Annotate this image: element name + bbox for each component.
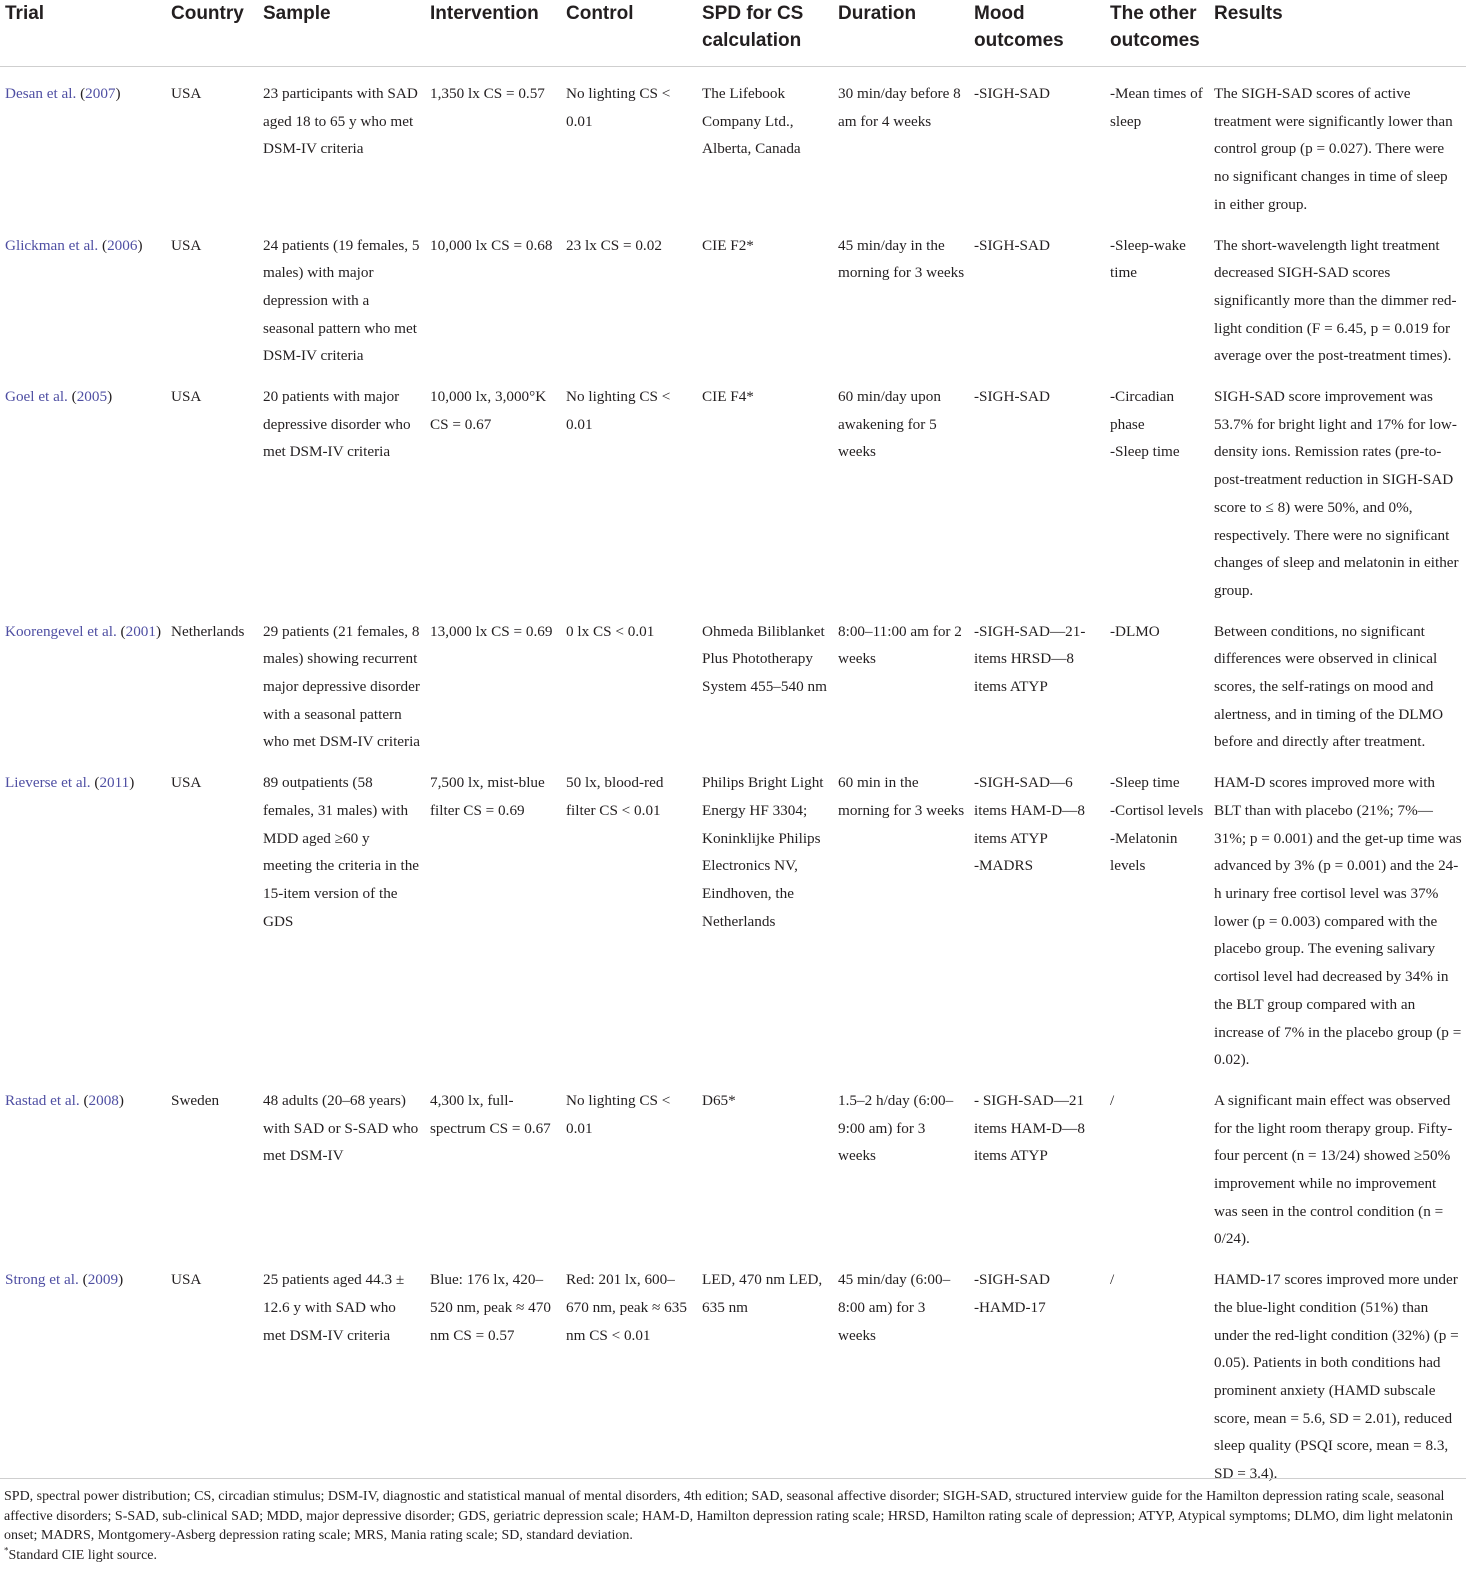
spd-cell: CIE F2*: [702, 236, 754, 254]
other-outcomes-cell: [1105, 1074, 1209, 1253]
intervention-cell: 4,300 lx, full-spectrum CS = 0.67: [430, 1091, 551, 1137]
column-header-intervention: Intervention: [425, 0, 561, 67]
results-cell: A significant main effect was observed for the light room therapy group. Fifty-four percent (n = 13/24) showed ≥50% improvement while no improvement was seen in the control condition (n = 0/24).: [1214, 1091, 1453, 1248]
duration-cell: 45 min/day (6:00–8:00 am) for 3 weeks: [838, 1271, 951, 1344]
intervention-cell: 1,350 lx CS = 0.57: [430, 85, 545, 102]
other-outcomes-cell: [1105, 756, 1209, 1074]
other-outcome-line: -Sleep-wake time: [1110, 236, 1186, 282]
citation-paren-open: (: [78, 1271, 88, 1289]
other-outcome-line: -Circadian phase: [1110, 388, 1175, 433]
trial-cell: [0, 67, 166, 219]
mood-outcomes-cell: [969, 370, 1105, 605]
citation-paren-close: ): [118, 1271, 124, 1289]
trial-author-link[interactable]: Koorengevel et al.: [5, 622, 117, 640]
other-outcomes-cell: [1105, 370, 1209, 605]
other-outcome-line: /: [1110, 1271, 1115, 1289]
footnote-text: Standard CIE light source.: [8, 1547, 158, 1563]
citation-paren-close: ): [118, 1091, 124, 1109]
other-outcomes-cell: [1105, 219, 1209, 371]
results-cell: SIGH-SAD score improvement was 53.7% for bright light and 17% for low-density ions. Remission rates (pre-to-post-treatment reduction in SIGH-SAD score to ≤ 8) were 50%, and 0%, respectively. There were no significant changes of sleep and melatonin in either group.: [1214, 388, 1459, 599]
column-header-duration: Duration: [833, 0, 969, 67]
mood-outcome-line: - SIGH-SAD—21 items HAM-D—8 items ATYP: [974, 1091, 1085, 1165]
control-cell: 23 lx CS = 0.02: [566, 236, 662, 254]
table-footnote: [4, 1487, 1466, 1565]
trial-year-link[interactable]: 2009: [87, 1271, 119, 1289]
spd-cell: Ohmeda Biliblanket Plus Phototherapy System 455–540 nm: [702, 622, 827, 696]
control-cell: No lighting CS < 0.01: [566, 388, 671, 433]
standard-source-note: [4, 1546, 1466, 1566]
other-outcome-line: -Sleep time: [1110, 443, 1180, 461]
country-cell: Sweden: [171, 1091, 220, 1109]
spd-cell: Philips Bright Light Energy HF 3304; Koninklijke Philips Electronics NV, Eindhoven, the Netherlands: [702, 774, 824, 930]
duration-cell: 30 min/day before 8 am for 4 weeks: [838, 85, 961, 130]
mood-outcome-line: -HAMD-17: [974, 1298, 1046, 1316]
table-row: [0, 756, 1466, 1074]
intervention-cell: 10,000 lx, 3,000°K CS = 0.67: [430, 388, 547, 433]
column-header-other-outcomes: The other outcomes: [1105, 0, 1209, 67]
trial-author-link[interactable]: Glickman et al.: [5, 236, 99, 254]
duration-cell: 1.5–2 h/day (6:00–9:00 am) for 3 weeks: [838, 1091, 954, 1165]
duration-cell: 45 min/day in the morning for 3 weeks: [838, 236, 965, 282]
citation-paren-close: ): [107, 388, 113, 406]
duration-cell: 60 min/day upon awakening for 5 weeks: [838, 388, 941, 461]
control-cell: No lighting CS < 0.01: [566, 1091, 671, 1137]
trial-year-link[interactable]: 2006: [107, 236, 138, 254]
mood-outcomes-cell: [969, 1074, 1105, 1253]
control-cell: No lighting CS < 0.01: [566, 85, 671, 130]
citation-paren-open: (: [98, 236, 108, 254]
duration-cell: 8:00–11:00 am for 2 weeks: [838, 622, 962, 668]
trial-author-link[interactable]: Desan et al.: [5, 85, 77, 102]
other-outcome-line: -Sleep time: [1110, 774, 1180, 792]
trial-author-link[interactable]: Strong et al.: [5, 1271, 79, 1289]
intervention-cell: 7,500 lx, mist-blue filter CS = 0.69: [430, 774, 545, 819]
other-outcome-line: -Melatonin levels: [1110, 829, 1178, 875]
mood-outcome-line: -SIGH-SAD: [974, 236, 1050, 254]
citation-paren-open: (: [116, 622, 126, 640]
sample-cell: 48 adults (20–68 years) with SAD or S-SAD who met DSM-IV: [263, 1091, 419, 1165]
citation-paren-open: (: [76, 85, 86, 102]
spd-cell: D65*: [702, 1091, 736, 1109]
column-header-country: Country: [166, 0, 258, 67]
trial-author-link[interactable]: Rastad et al.: [5, 1091, 80, 1109]
trial-cell: [0, 1253, 166, 1488]
column-header-spd: SPD for CS calculation: [697, 0, 833, 67]
table-row: [0, 67, 1466, 219]
footnote-divider: [0, 1478, 1466, 1479]
country-cell: USA: [171, 388, 202, 406]
table-row: [0, 370, 1466, 605]
intervention-cell: 10,000 lx CS = 0.68: [430, 236, 553, 254]
mood-outcome-line: -MADRS: [974, 857, 1034, 875]
other-outcomes-cell: [1105, 67, 1209, 219]
citation-paren-close: ): [155, 622, 162, 640]
trial-year-link[interactable]: 2007: [85, 85, 116, 102]
country-cell: USA: [171, 1271, 202, 1289]
trial-author-link[interactable]: Lieverse et al.: [5, 774, 91, 792]
results-cell: Between conditions, no significant differences were observed in clinical scores, the self-ratings on mood and alertness, and in timing of the DLMO before and directly after treatment.: [1214, 622, 1444, 751]
mood-outcomes-cell: [969, 605, 1105, 757]
mood-outcome-line: -SIGH-SAD—21-items HRSD—8 items ATYP: [974, 622, 1086, 696]
other-outcome-line: -Cortisol levels: [1110, 801, 1204, 819]
trial-cell: [0, 219, 166, 371]
trial-cell: [0, 605, 166, 757]
results-cell: HAM-D scores improved more with BLT than with placebo (21%; 7%—31%; p = 0.001) and the get-up time was advanced by 3% (p = 0.001) and the 24-h urinary free cortisol level was 37% lower (p = 0.003) compared with the placebo group. The evening salivary cortisol level had decreased by 34% in the BLT group compared with an increase of 7% in the placebo group (p = 0.02).: [1214, 774, 1462, 1069]
country-cell: USA: [171, 236, 202, 254]
country-cell: USA: [171, 774, 202, 792]
citation-paren-close: ): [115, 85, 121, 102]
trial-cell: [0, 1074, 166, 1253]
table-body: [0, 67, 1466, 1488]
trial-year-link[interactable]: 2001: [125, 622, 156, 640]
mood-outcomes-cell: [969, 756, 1105, 1074]
column-header-trial: Trial: [0, 0, 166, 67]
trial-cell: [0, 370, 166, 605]
intervention-cell: Blue: 176 lx, 420–520 nm, peak ≈ 470 nm CS = 0.57: [430, 1271, 551, 1344]
trial-author-link[interactable]: Goel et al.: [5, 388, 68, 406]
results-cell: HAMD-17 scores improved more under the blue-light condition (51%) than under the red-light condition (32%) (p = 0.05). Patients in both conditions had prominent anxiety (HAMD subscale score, mean = 5.6, SD = 2.01), reduced sleep quality (PSQI score, mean = 8.3, SD = 3.4).: [1214, 1271, 1459, 1483]
sample-cell: 24 patients (19 females, 5 males) with major depression with a seasonal pattern who met DSM-IV criteria: [263, 236, 420, 365]
results-cell: The short-wavelength light treatment decreased SIGH-SAD scores significantly more than the dimmer red-light condition (F = 6.45, p = 0.019 for average over the post-treatment times).: [1214, 236, 1457, 365]
header-row: [0, 0, 1466, 67]
control-cell: 50 lx, blood-red filter CS < 0.01: [566, 774, 664, 819]
trial-cell: [0, 756, 166, 1074]
mood-outcomes-cell: [969, 1253, 1105, 1488]
other-outcomes-cell: [1105, 1253, 1209, 1488]
table-row: [0, 1074, 1466, 1253]
sample-cell: 29 patients (21 females, 8 males) showing recurrent major depressive disorder with a seasonal pattern who met DSM-IV criteria: [263, 622, 421, 751]
other-outcome-line: -Mean times of sleep: [1110, 85, 1203, 130]
control-cell: 0 lx CS < 0.01: [566, 622, 655, 640]
results-cell: The SIGH-SAD scores of active treatment were significantly lower than control group (p = 0.027). There were no significant changes in time of sleep in either group.: [1214, 85, 1453, 213]
spd-cell: LED, 470 nm LED, 635 nm: [702, 1271, 823, 1316]
column-header-control: Control: [561, 0, 697, 67]
citation-paren-close: ): [137, 236, 143, 254]
sample-cell: 20 patients with major depressive disorder who met DSM-IV criteria: [263, 388, 411, 461]
sample-cell: 89 outpatients (58 females, 31 males) with MDD aged ≥60 y meeting the criteria in the 15-item version of the GDS: [263, 774, 420, 930]
footnote-marker: *: [4, 1544, 9, 1555]
duration-cell: 60 min in the morning for 3 weeks: [838, 774, 965, 819]
mood-outcome-line: -SIGH-SAD—6 items HAM-D—8 items ATYP: [974, 774, 1085, 847]
column-header-mood-outcomes: Mood outcomes: [969, 0, 1105, 67]
abbreviations-note: SPD, spectral power distribution; CS, circadian stimulus; DSM-IV, diagnostic and statistical manual of mental disorders, 4th edition; SAD, seasonal affective disorder; SIGH-SAD, structured interview guide for the Hamilton depression rating scale, seasonal affective disorders; S-SAD, sub-clinical SAD; MDD, major depressive disorder; GDS, geriatric depression scale; HAM-D, Hamilton depression rating scale; HRSD, Hamilton rating scale of depression; ATYP, Atypical symptoms; DLMO, dim light melatonin onset; MADRS, Montgomery-Asberg depression rating scale; MRS, Mania rating scale; SD, standard deviation.: [4, 1489, 1453, 1543]
citation-paren-close: ): [129, 774, 135, 792]
other-outcomes-cell: [1105, 605, 1209, 757]
citation-paren-open: (: [90, 774, 100, 792]
mood-outcome-line: -SIGH-SAD: [974, 1271, 1050, 1289]
mood-outcomes-cell: [969, 219, 1105, 371]
sample-cell: 23 participants with SAD aged 18 to 65 y who met DSM-IV criteria: [263, 85, 418, 158]
mood-outcomes-cell: [969, 67, 1105, 219]
sample-cell: 25 patients aged 44.3 ± 12.6 y with SAD who met DSM-IV criteria: [263, 1271, 405, 1344]
other-outcome-line: /: [1110, 1091, 1115, 1109]
column-header-sample: Sample: [258, 0, 425, 67]
citation-paren-open: (: [67, 388, 77, 406]
other-outcome-line: -DLMO: [1110, 622, 1160, 640]
mood-outcome-line: -SIGH-SAD: [974, 388, 1050, 406]
mood-outcome-line: -SIGH-SAD: [974, 85, 1050, 102]
column-header-results: Results: [1209, 0, 1466, 67]
trial-year-link[interactable]: 2005: [76, 388, 108, 406]
citation-paren-open: (: [79, 1091, 89, 1109]
intervention-cell: 13,000 lx CS = 0.69: [430, 622, 553, 640]
control-cell: Red: 201 lx, 600–670 nm, peak ≈ 635 nm CS < 0.01: [566, 1271, 687, 1344]
country-cell: USA: [171, 85, 202, 102]
trial-year-link[interactable]: 2008: [88, 1091, 119, 1109]
spd-cell: CIE F4*: [702, 388, 754, 406]
country-cell: Netherlands: [171, 622, 245, 640]
table-row: [0, 605, 1466, 757]
trial-year-link[interactable]: 2011: [99, 774, 130, 792]
table-row: [0, 1253, 1466, 1488]
table-row: [0, 219, 1466, 371]
spd-cell: The Lifebook Company Ltd., Alberta, Canada: [702, 85, 801, 158]
